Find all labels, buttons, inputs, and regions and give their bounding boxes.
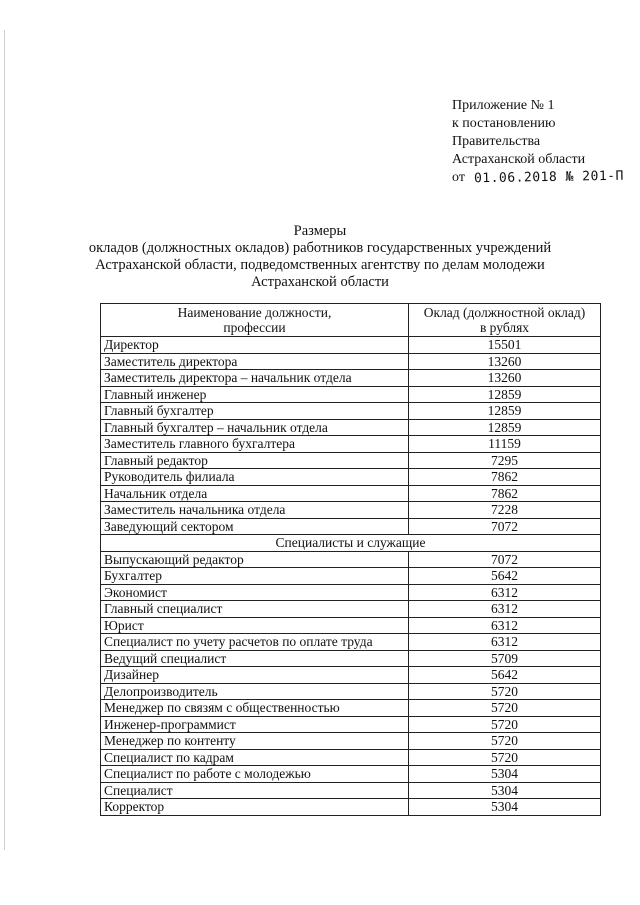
table-row [101,716,601,733]
position-name-cell: Делопроизводитель [101,683,409,700]
position-name-cell: Юрист [101,617,409,634]
table-row [101,370,601,387]
salary-cell: 13260 [409,370,601,387]
position-name-cell: Заместитель начальника отдела [101,502,409,519]
handwritten-date: 01.06.2018 № 201-П [474,168,625,187]
position-name-cell: Корректор [101,799,409,816]
position-name-cell: Специалист по учету расчетов по оплате труда [101,634,409,651]
position-name-cell: Заместитель директора [101,353,409,370]
salary-cell: 6312 [409,601,601,618]
salary-cell: 12859 [409,403,601,420]
table-row [101,485,601,502]
table-row [101,733,601,750]
scan-edge-line [4,30,5,850]
position-name-cell: Главный бухгалтер [101,403,409,420]
table-row [101,386,601,403]
salary-cell: 6312 [409,584,601,601]
section-label: Специалисты и служащие [101,535,601,552]
position-name-cell: Руководитель филиала [101,469,409,486]
section-body [101,535,601,552]
position-name-cell: Главный специалист [101,601,409,618]
table-row [101,551,601,568]
salary-cell: 5709 [409,650,601,667]
position-name-cell: Начальник отдела [101,485,409,502]
position-name-cell: Ведущий специалист [101,650,409,667]
position-name-cell: Менеджер по контенту [101,733,409,750]
salary-cell: 13260 [409,353,601,370]
salary-cell: 5720 [409,749,601,766]
table-row [101,683,601,700]
salary-cell: 5304 [409,782,601,799]
table-row [101,353,601,370]
table-row [101,667,601,684]
table-row [101,452,601,469]
position-name-cell: Специалист по работе с молодежью [101,766,409,783]
position-name-cell: Директор [101,337,409,354]
section-row [101,535,601,552]
position-name-cell: Экономист [101,584,409,601]
appendix-line: Правительства [452,134,541,149]
table-row [101,749,601,766]
salary-cell: 5642 [409,568,601,585]
appendix-line: Астраханской области [452,152,586,167]
table-row [101,337,601,354]
position-name-cell: Дизайнер [101,667,409,684]
table-row [101,436,601,453]
table-row [101,700,601,717]
group1-body [101,337,601,535]
salary-cell: 12859 [409,419,601,436]
salary-cell: 7228 [409,502,601,519]
salary-cell: 5720 [409,733,601,750]
date-prefix: от [452,170,465,185]
position-name-cell: Бухгалтер [101,568,409,585]
table-row [101,799,601,816]
group2-body [101,551,601,815]
position-name-cell: Заместитель главного бухгалтера [101,436,409,453]
table-row [101,403,601,420]
salary-cell: 5642 [409,667,601,684]
title-line: Размеры [293,223,347,239]
salary-cell: 5304 [409,799,601,816]
table-header-row [101,304,601,337]
title-line: окладов (должностных окладов) работников государственных учреждений [88,240,552,256]
table-row [101,568,601,585]
appendix-date-line [452,169,632,187]
salary-table [100,303,601,816]
salary-cell: 7862 [409,485,601,502]
salary-cell: 6312 [409,634,601,651]
appendix-line: к постановлению [452,116,556,131]
document-title [60,223,580,291]
position-name-cell: Специалист [101,782,409,799]
header-salary: Оклад (должностной оклад) в рублях [409,304,601,337]
table-row [101,419,601,436]
salary-cell: 7295 [409,452,601,469]
table-row [101,766,601,783]
table-row [101,634,601,651]
salary-cell: 5720 [409,716,601,733]
appendix-block [452,97,632,187]
position-name-cell: Специалист по кадрам [101,749,409,766]
salary-cell: 7862 [409,469,601,486]
table-row [101,584,601,601]
salary-cell: 11159 [409,436,601,453]
salary-cell: 5304 [409,766,601,783]
salary-cell: 5720 [409,700,601,717]
table-row [101,650,601,667]
salary-cell: 7072 [409,551,601,568]
table-row [101,617,601,634]
salary-cell: 5720 [409,683,601,700]
salary-cell: 12859 [409,386,601,403]
salary-cell: 7072 [409,518,601,535]
position-name-cell: Главный инженер [101,386,409,403]
position-name-cell: Выпускающий редактор [101,551,409,568]
title-line: Астраханской области [251,274,389,290]
position-name-cell: Главный бухгалтер – начальник отдела [101,419,409,436]
salary-cell: 6312 [409,617,601,634]
table-row [101,601,601,618]
appendix-line: Приложение № 1 [452,98,555,113]
header-position: Наименование должности, профессии [101,304,409,337]
position-name-cell: Заместитель директора – начальник отдела [101,370,409,387]
table-row [101,502,601,519]
position-name-cell: Инженер-программист [101,716,409,733]
title-line: Астраханской области, подведомственных агентству по делам молодежи [95,257,545,273]
table-row [101,782,601,799]
salary-cell: 15501 [409,337,601,354]
position-name-cell: Менеджер по связям с общественностью [101,700,409,717]
position-name-cell: Главный редактор [101,452,409,469]
table-row [101,469,601,486]
position-name-cell: Заведующий сектором [101,518,409,535]
table-row [101,518,601,535]
